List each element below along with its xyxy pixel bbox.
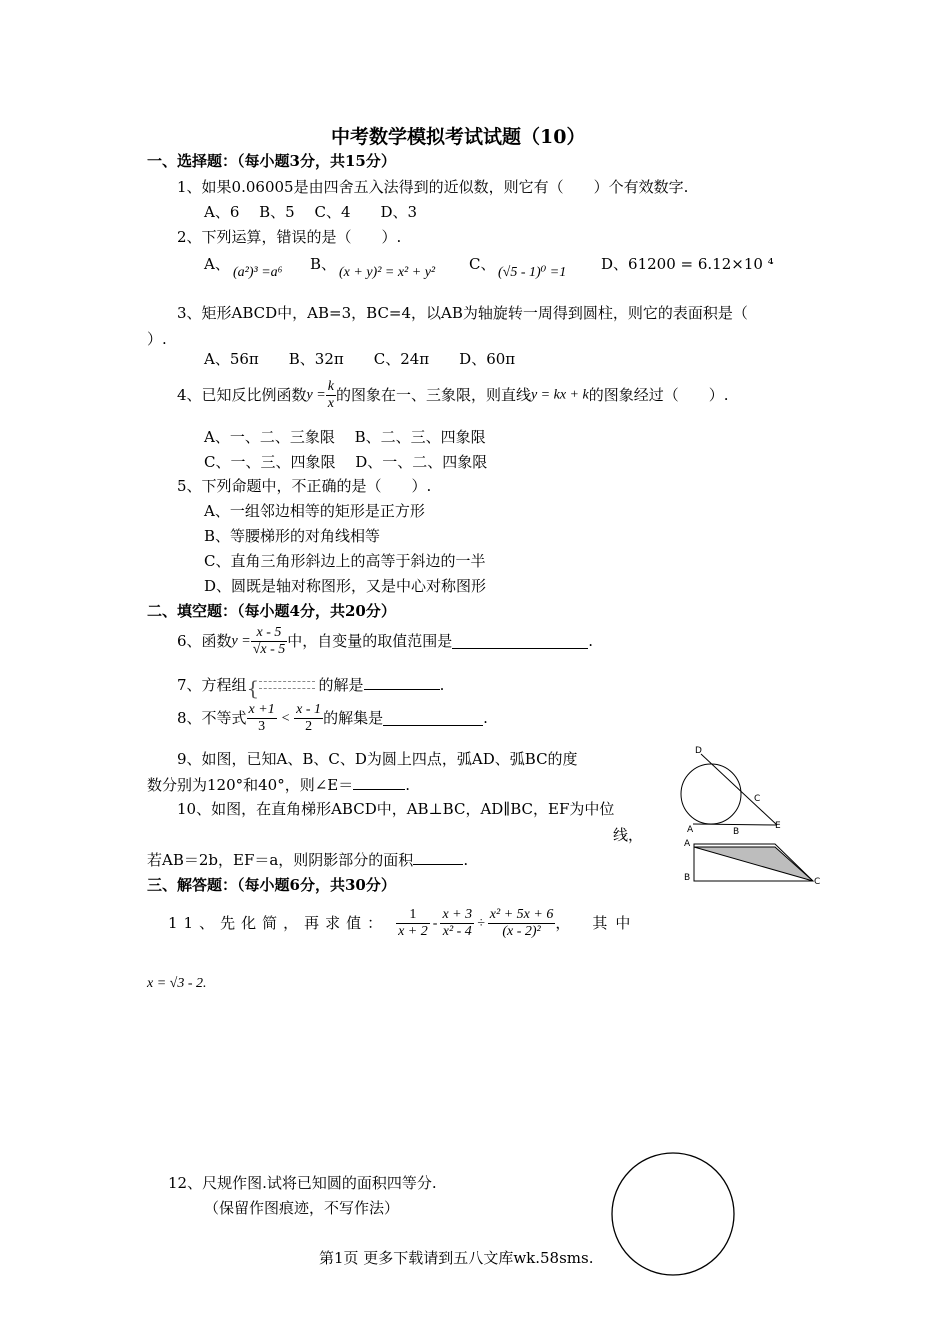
question-2-option-b-expr: (x + y)² = x² + y² [339,265,436,280]
question-7: 7、方程组 { 的解是 . [177,676,445,700]
question-12-line-2: （保留作图痕迹，不写作法） [204,1199,400,1217]
question-7-post: 的解是 [318,676,364,694]
question-4-fraction [326,380,336,411]
question-6-post: 中，自变量的取值范围是 [287,632,453,650]
question-7-pre: 7、方程组 [177,676,247,694]
question-5-option-d: D、圆既是轴对称图形，又是中心对称图形 [204,577,487,595]
question-4-options-1: A、一、二、三象限 B、二、三、四象限 [204,428,486,446]
question-4-stem-part-c: 的图象经过（ ）. [588,386,729,404]
question-8-num-right: x - 1 [296,702,322,717]
question-11-minus: - [432,915,438,931]
question-10-line-2-text: 若AB＝2b，EF＝a，则阴影部分的面积 [147,851,414,869]
question-2-option-d: D、61200 = 6.12×10 ⁴ [601,255,774,273]
question-3-stem-continued: ）. [147,330,167,348]
section-heading-choice: 一、选择题：（每小题3分，共15分） [147,152,396,170]
figure-right-trapezoid [680,838,830,890]
question-8-answer-blank[interactable] [383,711,483,726]
question-8-fraction-right [294,703,323,734]
question-1-options: A、6 B、5 C、4 D、3 [204,203,418,221]
question-7-equation-system: { [247,678,319,694]
question-8-den-right: 2 [305,719,313,734]
fig1-label-d: D [695,746,702,756]
fig1-label-b: B [733,827,740,837]
question-8: 8、不等式 $\frac{x +1}{3}$ < $\frac{x - 1}{2}$ 的解集是 . [177,702,488,734]
question-7-answer-blank[interactable] [364,675,440,690]
question-10-answer-blank[interactable] [413,850,463,865]
fig1-secant-ae [693,824,777,825]
question-11-f1-den: x + 2 [398,924,428,939]
question-2-option-b-label: B、 [310,255,337,273]
question-10-line-1b: 线， [613,826,644,844]
fig2-label-a: A [684,839,691,849]
page-title: 中考数学模拟考试试题（10） [331,126,586,148]
question-11 [168,908,638,939]
question-2-option-c-expr: (√5 - 1)⁰ =1 [498,265,567,280]
question-8-pre: 8、不等式 [177,709,247,727]
question-9-line-1: 9、如图，已知A、B、C、D为圆上四点，弧AD、弧BC的度 [177,750,578,768]
question-4-y-eq: y = [306,387,326,403]
question-2-option-c-label: C、 [469,255,496,273]
fig1-label-e: E [775,821,781,831]
question-8-den-left: 3 [258,719,266,734]
question-11-comma: ， [555,914,571,932]
section-heading-solve: 三、解答题：（每小题6分，共30分） [147,876,396,894]
question-4-stem-part-b: 的图象在一、三象限，则直线 [335,386,531,404]
question-8-fraction-left [247,703,277,734]
fig2-label-b: B [684,873,691,883]
question-11-divide: ÷ [477,915,485,931]
question-4-line-expr: y = kx + k [530,387,589,403]
question-5-stem: 5、下列命题中，不正确的是（ ）. [177,477,432,495]
question-2-option-a-label: A、 [204,255,230,273]
question-6-num: x - 5 [251,626,288,642]
question-3-stem: 3、矩形ABCD中，AB=3，BC=4，以AB为轴旋转一周得到圆柱，则它的表面积是（ [177,304,748,322]
question-1-stem: 1、如果0.06005是由四舍五入法得到的近似数，则它有（ ）个有效数字. [177,178,689,196]
question-5-option-a: A、一组邻边相等的矩形是正方形 [204,502,425,520]
question-11-pre: 11、先化简，再求值： [168,914,389,932]
question-4-options-2: C、一、三、四象限 D、一、二、四象限 [204,453,488,471]
fig1-label-a: A [687,825,694,835]
question-8-post: 的解集是 [323,709,384,727]
question-11-f1-num: 1 [396,908,430,924]
question-6-fraction [251,626,288,657]
question-2-stem: 2、下列运算，错误的是（ ）. [177,228,402,246]
question-11-fraction-3 [488,908,556,939]
question-4-frac-den: x [327,396,334,411]
question-6: 6、函数y = $\frac{x - 5}{√x - 5}$ 中，自变量的取值范围是 . [177,625,594,657]
question-11-f3-den: (x - 2)² [502,924,541,939]
fig1-label-c: C [754,794,761,804]
question-10-line-2: 若AB＝2b，EF＝a，则阴影部分的面积 . [147,851,469,869]
question-4-stem-part-a: 4、已知反比例函数 [177,386,307,404]
question-9-answer-blank[interactable] [353,775,405,790]
question-4-stem [177,380,728,411]
question-11-condition: x = √3 - 2. [147,976,207,991]
question-11-f2-num: x + 3 [442,907,473,922]
question-11-f2-den: x² - 4 [442,924,472,939]
question-6-answer-blank[interactable] [452,634,588,649]
question-11-fraction-2 [440,908,474,939]
page-footer: 第1页 更多下载请到五八文库wk.58sms. [319,1249,594,1267]
question-3-options: A、56π B、32π C、24π D、60π [204,350,516,368]
question-12-line-1: 12、尺规作图.试将已知圆的面积四等分. [168,1174,437,1192]
fig1-circle [681,764,741,824]
question-9-line-2: 数分别为120°和40°，则∠E＝ . [147,776,411,794]
fig3-circle [612,1153,734,1275]
question-9-line-2-text: 数分别为120°和40°，则∠E＝ [147,776,354,794]
fig1-secant-de [701,754,777,825]
question-6-den: √x - 5 [252,642,286,657]
question-11-post: 其中 [592,914,639,932]
question-5-option-c: C、直角三角形斜边上的高等于斜边的一半 [204,552,486,570]
question-5-option-b: B、等腰梯形的对角线相等 [204,527,381,545]
question-8-num-left: x +1 [248,702,275,717]
fig2-label-c: C [814,877,821,887]
question-6-pre: 6、函数 [177,632,232,650]
question-4-frac-num: k [327,379,334,394]
question-11-f3-num: x² + 5x + 6 [489,907,554,922]
figure-given-circle [608,1149,738,1279]
figure-circle-secant [670,742,790,837]
question-10-line-1: 10、如图，在直角梯形ABCD中，AB⊥BC，AD∥BC，EF为中位 [177,800,615,818]
question-6-y-eq: y = [231,633,251,649]
question-8-op: < [280,710,291,726]
question-2-option-a-expr: (a²)³ =a⁶ [233,265,283,280]
section-heading-fill: 二、填空题：（每小题4分，共20分） [147,602,396,620]
question-11-fraction-1 [396,908,430,939]
